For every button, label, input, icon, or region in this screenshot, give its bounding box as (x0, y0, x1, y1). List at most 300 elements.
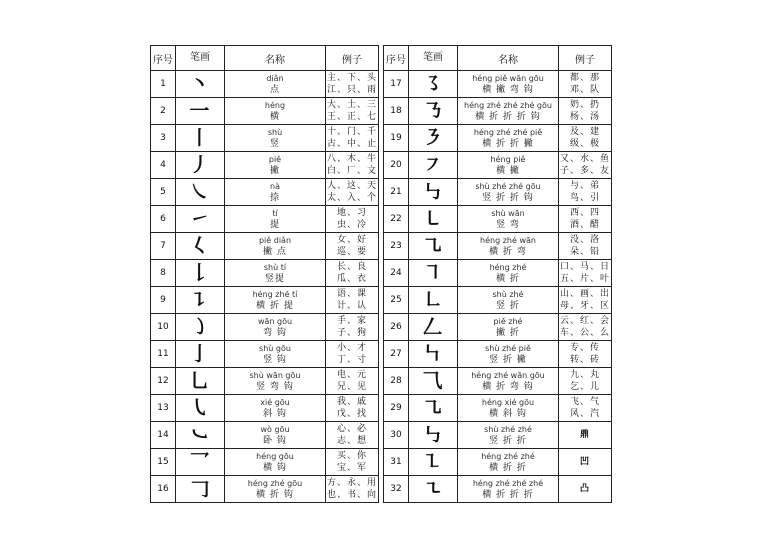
stroke-name: 撇 点 (263, 246, 287, 257)
stroke-name: 提 (269, 219, 280, 230)
example-chars: 白、厂、文 (326, 166, 377, 176)
example-cell (326, 206, 379, 233)
stroke-glyph: 𠄌 (190, 261, 210, 284)
stroke-pinyin: piě (268, 154, 282, 164)
stroke-cell (176, 125, 225, 152)
stroke-name-cell (458, 179, 559, 206)
stroke-glyph: ㇇ (423, 153, 443, 176)
example-chars: 长、良 (336, 262, 367, 272)
header-stroke: 笔画 (409, 46, 458, 71)
stroke-pinyin: shù zhé zhé (484, 424, 532, 434)
example-cell (326, 395, 379, 422)
stroke-pinyin: shù gōu (259, 343, 291, 353)
row-number: 12 (151, 368, 176, 395)
stroke-name-cell (225, 98, 326, 125)
row-number: 4 (151, 152, 176, 179)
stroke-name: 横 折 折 折 钩 (475, 111, 541, 122)
table-row (384, 368, 612, 395)
example-cell (326, 260, 379, 287)
table-row (151, 179, 379, 206)
table-row (384, 233, 612, 260)
row-number: 16 (151, 476, 176, 503)
stroke-name: 横 斜 钩 (489, 408, 527, 419)
stroke-glyph: ㇕ (423, 261, 443, 284)
table-row (151, 422, 379, 449)
stroke-name: 竖提 (264, 273, 285, 284)
example-chars: 志、想 (336, 436, 367, 446)
stroke-cell (409, 476, 458, 503)
stroke-table-left (150, 45, 379, 503)
example-chars: 方、永、用 (326, 478, 377, 488)
stroke-pinyin: shù wān gōu (249, 370, 301, 380)
table-row (151, 314, 379, 341)
stroke-glyph: 𠃋 (423, 315, 443, 338)
stroke-name: 撇 折 (496, 327, 520, 338)
stroke-pinyin: shù zhé (492, 289, 524, 299)
stroke-glyph: 乚 (190, 369, 210, 392)
row-number: 3 (151, 125, 176, 152)
example-cell (559, 422, 612, 449)
table-row (384, 287, 612, 314)
example-chars: 买、你 (336, 451, 367, 461)
table-row (384, 260, 612, 287)
row-number: 6 (151, 206, 176, 233)
stroke-pinyin: diǎn (266, 73, 284, 83)
header-row (151, 46, 379, 71)
stroke-pinyin: héng zhé wān (480, 235, 536, 245)
example-cell (559, 125, 612, 152)
example-chars: 鸟、引 (569, 193, 600, 203)
example-chars: 飞、气 (569, 397, 600, 407)
row-number: 13 (151, 395, 176, 422)
example-chars: 云、红、会 (559, 316, 610, 326)
example-cell (559, 368, 612, 395)
stroke-name: 竖 折 折 (489, 435, 527, 446)
example-cell (326, 476, 379, 503)
stroke-glyph: ㇞ (423, 342, 443, 365)
stroke-pinyin: héng gōu (256, 451, 294, 461)
stroke-name-cell (225, 314, 326, 341)
stroke-name: 横 折 弯 (489, 246, 527, 257)
stroke-cell (176, 476, 225, 503)
stroke-name-cell (458, 314, 559, 341)
stroke-pinyin: tí (272, 208, 278, 218)
stroke-pinyin: piě diǎn (258, 235, 292, 245)
stroke-glyph: 乛 (190, 450, 210, 473)
stroke-glyph: ㇃ (190, 423, 210, 446)
row-number: 22 (384, 206, 409, 233)
example-chars: 凹 (579, 457, 590, 467)
stroke-cell (409, 368, 458, 395)
stroke-name-cell (458, 368, 559, 395)
stroke-rows-left (151, 71, 379, 503)
stroke-glyph: ㇉ (423, 180, 443, 203)
stroke-name-cell (225, 71, 326, 98)
stroke-cell (176, 206, 225, 233)
row-number: 24 (384, 260, 409, 287)
example-chars: 风、汽 (569, 409, 600, 419)
stroke-name: 横 折 提 (256, 300, 294, 311)
example-chars: 十、门、千 (326, 127, 377, 137)
example-chars: 语、课 (336, 289, 367, 299)
stroke-cell (409, 287, 458, 314)
table-row (151, 233, 379, 260)
stroke-name-cell (458, 422, 559, 449)
stroke-pinyin: xié gōu (260, 397, 290, 407)
stroke-name-cell (458, 206, 559, 233)
stroke-pinyin: héng piě wān gōu (472, 73, 544, 83)
stroke-name-cell (225, 449, 326, 476)
stroke-pinyin: shù zhé piě (485, 343, 531, 353)
row-number: 21 (384, 179, 409, 206)
stroke-glyph: ㇗ (423, 288, 443, 311)
table-row (384, 422, 612, 449)
example-chars: 江、只、雨 (326, 85, 377, 95)
example-cell (559, 476, 612, 503)
stroke-cell (409, 152, 458, 179)
example-chars: 杨、汤 (569, 112, 600, 122)
stroke-glyph: ㇍ (423, 477, 443, 500)
stroke-pinyin: shù wān (491, 208, 525, 218)
example-cell (326, 71, 379, 98)
stroke-name: 横 折 折 折 (482, 489, 534, 500)
example-cell (559, 233, 612, 260)
stroke-name-cell (458, 287, 559, 314)
stroke-glyph: 丨 (190, 126, 210, 149)
example-chars: 我、戚 (336, 397, 367, 407)
example-chars: 人、这、天 (326, 181, 377, 191)
stroke-pinyin: héng zhé (489, 262, 527, 272)
stroke-pinyin: nà (270, 181, 280, 191)
stroke-cell (176, 287, 225, 314)
stroke-cell (409, 71, 458, 98)
stroke-name-cell (225, 476, 326, 503)
stroke-pinyin: wān gōu (257, 316, 293, 326)
row-number: 18 (384, 98, 409, 125)
example-chars: 没、洛 (569, 235, 600, 245)
example-chars: 子、狗 (336, 328, 367, 338)
example-chars: 心、必 (336, 424, 367, 434)
stroke-glyph: 丿 (190, 153, 210, 176)
stroke-cell (176, 368, 225, 395)
stroke-name-cell (458, 71, 559, 98)
stroke-name: 竖 折 折 钩 (482, 192, 534, 203)
table-row (384, 341, 612, 368)
stroke-pinyin: héng (264, 100, 286, 110)
header-row (384, 46, 612, 71)
stroke-name-cell (458, 152, 559, 179)
row-number: 10 (151, 314, 176, 341)
header-example: 例子 (326, 46, 379, 71)
stroke-name: 斜 钩 (263, 408, 287, 419)
stroke-table-right (383, 45, 612, 503)
table-row (151, 98, 379, 125)
table-row (384, 98, 612, 125)
stroke-glyph: ㇈ (423, 396, 443, 419)
example-cell (559, 287, 612, 314)
row-number: 8 (151, 260, 176, 287)
example-cell (326, 125, 379, 152)
stroke-name-cell (458, 341, 559, 368)
row-number: 31 (384, 449, 409, 476)
example-chars: 口、马、日 (559, 262, 610, 272)
stroke-name: 横 折 弯 钩 (482, 381, 534, 392)
stroke-cell (176, 395, 225, 422)
table-row (384, 314, 612, 341)
example-cell (559, 98, 612, 125)
row-number: 20 (384, 152, 409, 179)
stroke-pinyin: héng zhé zhé zhé (472, 478, 544, 488)
stroke-name-cell (458, 125, 559, 152)
stroke-name: 竖 弯 钩 (256, 381, 294, 392)
stroke-name: 横 折 (496, 273, 520, 284)
stroke-name: 竖 (269, 138, 280, 149)
stroke-name-cell (225, 125, 326, 152)
example-chars: 九、丸 (569, 370, 600, 380)
stroke-glyph: 丶 (190, 72, 210, 95)
stroke-cell (409, 422, 458, 449)
stroke-name: 横 撇 弯 钩 (482, 84, 534, 95)
example-chars: 王、正、七 (326, 112, 377, 122)
example-chars: 车、公、么 (559, 328, 610, 338)
stroke-cell (176, 98, 225, 125)
example-chars: 及、建 (569, 127, 600, 137)
table-row (151, 395, 379, 422)
row-number: 11 (151, 341, 176, 368)
stroke-name: 竖 钩 (263, 354, 287, 365)
table-row (151, 152, 379, 179)
stroke-name: 横 撇 (496, 165, 520, 176)
row-number: 9 (151, 287, 176, 314)
stroke-reference-sheet (150, 45, 612, 503)
stroke-glyph: ㇁ (190, 315, 210, 338)
example-cell (326, 98, 379, 125)
example-chars: 地、习 (336, 208, 367, 218)
stroke-cell (409, 341, 458, 368)
row-number: 19 (384, 125, 409, 152)
row-number: 7 (151, 233, 176, 260)
example-cell (326, 287, 379, 314)
example-chars: 转、砖 (569, 355, 600, 365)
table-row (384, 206, 612, 233)
example-chars: 凸 (579, 484, 590, 494)
row-number: 5 (151, 179, 176, 206)
table-row (384, 71, 612, 98)
example-chars: 五、片、叶 (559, 274, 610, 284)
stroke-name-cell (225, 368, 326, 395)
stroke-name-cell (225, 287, 326, 314)
stroke-glyph: 𡿨 (190, 234, 210, 257)
stroke-cell (176, 260, 225, 287)
row-number: 1 (151, 71, 176, 98)
example-cell (559, 449, 612, 476)
table-row (151, 260, 379, 287)
example-cell (559, 260, 612, 287)
stroke-cell (176, 233, 225, 260)
example-chars: 酒、醋 (569, 220, 600, 230)
stroke-name-cell (225, 179, 326, 206)
stroke-name-cell (458, 449, 559, 476)
table-row (151, 125, 379, 152)
example-cell (559, 179, 612, 206)
stroke-cell (409, 314, 458, 341)
stroke-glyph: ㇏ (190, 180, 210, 203)
example-chars: 母、牙、区 (559, 301, 610, 311)
stroke-pinyin: shù zhé zhé gōu (475, 181, 541, 191)
example-chars: 乞、儿 (569, 382, 600, 392)
table-row (384, 179, 612, 206)
row-number: 27 (384, 341, 409, 368)
stroke-cell (176, 152, 225, 179)
header-name: 名称 (225, 46, 326, 71)
stroke-glyph: ㇉ (423, 423, 443, 446)
stroke-cell (176, 179, 225, 206)
stroke-name-cell (225, 206, 326, 233)
stroke-pinyin: héng zhé tí (252, 289, 298, 299)
header-name: 名称 (458, 46, 559, 71)
stroke-name-cell (225, 260, 326, 287)
stroke-name-cell (458, 98, 559, 125)
row-number: 32 (384, 476, 409, 503)
example-chars: 与、弟 (569, 181, 600, 191)
example-chars: 大、土、三 (326, 100, 377, 110)
header-stroke: 笔画 (176, 46, 225, 71)
stroke-name: 点 (269, 84, 280, 95)
stroke-glyph: 一 (190, 99, 210, 122)
table-row (151, 368, 379, 395)
stroke-name-cell (225, 422, 326, 449)
stroke-glyph: ㇄ (423, 207, 443, 230)
stroke-cell (409, 449, 458, 476)
example-cell (559, 395, 612, 422)
header-num: 序号 (151, 46, 176, 71)
table-row (151, 287, 379, 314)
table-row (384, 476, 612, 503)
example-chars: 邓、队 (569, 85, 600, 95)
example-cell (326, 422, 379, 449)
example-chars: 计、认 (336, 301, 367, 311)
example-cell (559, 152, 612, 179)
example-chars: 女、好 (336, 235, 367, 245)
stroke-name: 捺 (269, 192, 280, 203)
example-chars: 虫、冷 (336, 220, 367, 230)
example-chars: 又、水、鱼 (559, 154, 610, 164)
stroke-glyph: ㇂ (190, 396, 210, 419)
stroke-glyph: 𠃌 (190, 477, 210, 500)
example-cell (326, 233, 379, 260)
example-chars: 鼎 (579, 430, 590, 440)
stroke-glyph: ㇊ (190, 288, 210, 311)
stroke-cell (176, 422, 225, 449)
row-number: 14 (151, 422, 176, 449)
example-chars: 八、木、牛 (326, 154, 377, 164)
example-chars: 宝、军 (336, 463, 367, 473)
stroke-cell (176, 314, 225, 341)
stroke-name: 横 折 折 (489, 462, 527, 473)
table-row (151, 341, 379, 368)
row-number: 17 (384, 71, 409, 98)
stroke-name: 横 折 折 撇 (482, 138, 534, 149)
stroke-name-cell (458, 395, 559, 422)
example-cell (559, 206, 612, 233)
row-number: 23 (384, 233, 409, 260)
stroke-cell (176, 449, 225, 476)
table-row (384, 395, 612, 422)
stroke-glyph: ㇋ (423, 126, 443, 149)
stroke-name: 横 折 钩 (256, 489, 294, 500)
stroke-cell (409, 395, 458, 422)
example-chars: 级、极 (569, 139, 600, 149)
stroke-cell (176, 341, 225, 368)
stroke-name: 弯 钩 (263, 327, 287, 338)
stroke-cell (409, 179, 458, 206)
example-chars: 西、四 (569, 208, 600, 218)
stroke-name-cell (458, 233, 559, 260)
table-row (384, 449, 612, 476)
stroke-pinyin: héng zhé zhé (481, 451, 535, 461)
row-number: 29 (384, 395, 409, 422)
example-cell (559, 71, 612, 98)
stroke-name-cell (225, 233, 326, 260)
stroke-pinyin: piě zhé (493, 316, 523, 326)
stroke-glyph: ㇌ (423, 72, 443, 95)
stroke-glyph: ㇀ (190, 207, 210, 230)
stroke-cell (409, 125, 458, 152)
example-cell (326, 449, 379, 476)
table-row (151, 449, 379, 476)
stroke-pinyin: shù tí (263, 262, 287, 272)
example-cell (559, 314, 612, 341)
row-number: 2 (151, 98, 176, 125)
stroke-glyph: 亅 (190, 342, 210, 365)
example-chars: 主、下、头 (326, 73, 377, 83)
example-chars: 戊、找 (336, 409, 367, 419)
example-chars: 兄、见 (336, 382, 367, 392)
stroke-name: 竖 折 (496, 300, 520, 311)
example-chars: 山、画、出 (559, 289, 610, 299)
example-chars: 奶、扔 (569, 100, 600, 110)
table-row (384, 125, 612, 152)
example-chars: 丁、寸 (336, 355, 367, 365)
stroke-glyph: ㇡ (423, 99, 443, 122)
example-chars: 也、书、向 (326, 490, 377, 500)
stroke-name-cell (225, 341, 326, 368)
row-number: 25 (384, 287, 409, 314)
stroke-cell (409, 260, 458, 287)
stroke-name: 撇 (269, 165, 280, 176)
stroke-name-cell (225, 152, 326, 179)
stroke-name: 横 钩 (263, 462, 287, 473)
example-chars: 手、家 (336, 316, 367, 326)
stroke-glyph: ⺄ (423, 369, 443, 392)
stroke-name-cell (458, 260, 559, 287)
row-number: 26 (384, 314, 409, 341)
stroke-name: 卧 钩 (263, 435, 287, 446)
example-chars: 小、才 (336, 343, 367, 353)
stroke-pinyin: héng zhé gōu (247, 478, 303, 488)
table-row (151, 71, 379, 98)
header-num: 序号 (384, 46, 409, 71)
stroke-pinyin: shù (267, 127, 283, 137)
stroke-pinyin: héng zhé zhé piě (473, 127, 543, 137)
header-example: 例子 (559, 46, 612, 71)
stroke-cell (409, 98, 458, 125)
example-chars: 瓜、衣 (336, 274, 367, 284)
stroke-glyph: ㇈ (423, 234, 443, 257)
row-number: 30 (384, 422, 409, 449)
example-chars: 古、中、止 (326, 139, 377, 149)
stroke-pinyin: héng piě (490, 154, 526, 164)
